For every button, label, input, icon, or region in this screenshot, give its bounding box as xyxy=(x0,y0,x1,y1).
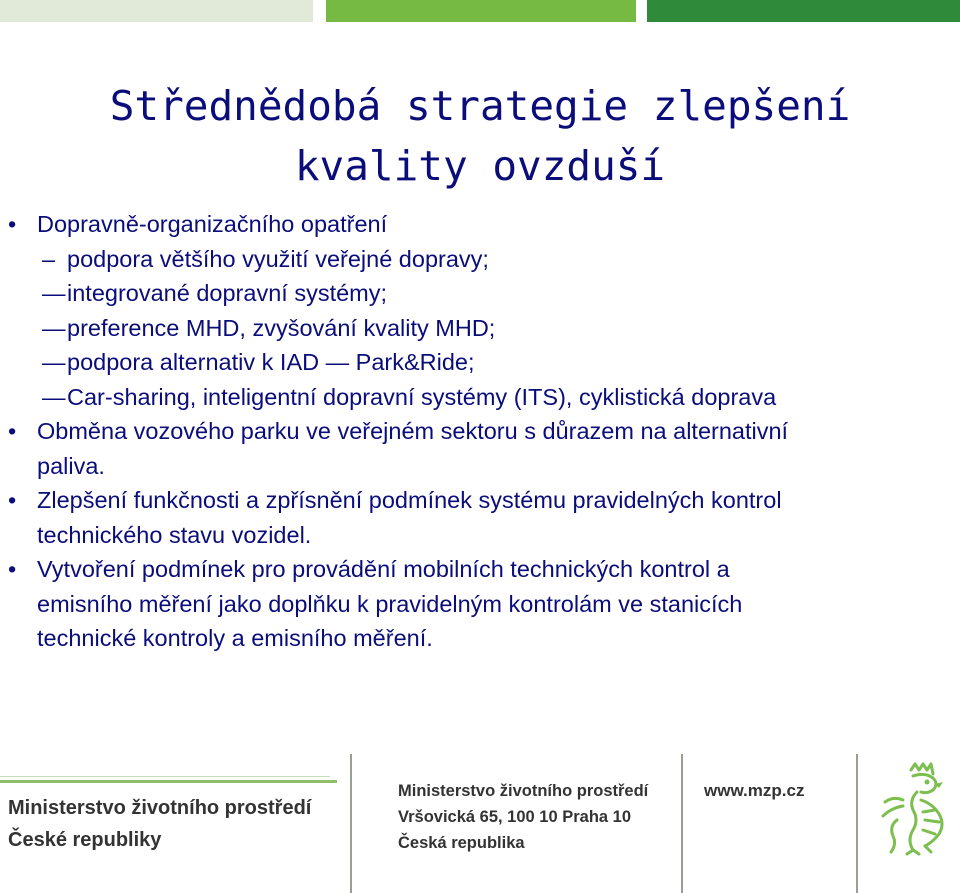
ministry-address xyxy=(398,778,648,856)
address-line-1: Ministerstvo životního prostředí xyxy=(398,782,649,800)
list-item-text: podpora alternativ k IAD — Park&Ride; xyxy=(67,349,475,375)
address-line-2: Vršovická 65, 100 10 Praha 10 xyxy=(398,808,632,826)
footer-separator xyxy=(681,754,683,893)
footer-divider xyxy=(0,780,337,783)
top-bar-green xyxy=(326,0,636,22)
title-line-1: Střednědobá strategie zlepšení xyxy=(109,82,851,130)
list-item-continuation xyxy=(0,518,960,553)
footer-divider-thin xyxy=(0,776,330,777)
bullet-marker: • xyxy=(8,418,17,444)
list-item-text: Vytvoření podmínek pro provádění mobilních technických kontrol a xyxy=(37,556,730,582)
list-item xyxy=(0,552,960,587)
ministry-name-line-2: České republiky xyxy=(8,829,162,851)
footer-separator xyxy=(856,754,858,893)
list-item xyxy=(0,276,960,311)
list-item-continuation xyxy=(0,449,960,484)
bullet-marker: • xyxy=(8,487,17,513)
footer-separator xyxy=(350,754,352,893)
bullet-marker: • xyxy=(8,211,17,237)
list-item xyxy=(0,483,960,518)
list-item-text: emisního měření jako doplňku k pravidelným kontrolám ve stanicích xyxy=(37,590,743,617)
list-item-text: technického stavu vozidel. xyxy=(37,521,312,548)
list-item-text: Dopravně-organizačního opatření xyxy=(37,211,388,237)
dash-marker: — xyxy=(42,280,66,306)
ministry-name xyxy=(8,792,311,856)
list-item xyxy=(0,380,960,415)
top-bar-dark-green xyxy=(647,0,960,22)
list-item xyxy=(0,207,960,242)
list-item-text: integrované dopravní systémy; xyxy=(67,280,388,306)
list-item xyxy=(0,414,960,449)
website-link[interactable]: www.mzp.cz xyxy=(704,781,805,800)
list-item-text: Car-sharing, inteligentní dopravní systémy (ITS), cyklistická doprava xyxy=(67,383,777,410)
list-item xyxy=(0,311,960,346)
title-line-2: kvality ovzduší xyxy=(294,142,666,190)
dash-marker: — xyxy=(42,383,66,410)
dash-marker: — xyxy=(42,349,66,375)
dash-marker: — xyxy=(42,314,66,341)
page-title xyxy=(0,76,960,196)
czech-lion-emblem-icon xyxy=(873,760,957,856)
ministry-name-line-1: Ministerstvo životního prostředí xyxy=(8,797,312,819)
list-item xyxy=(0,345,960,380)
list-item-text: paliva. xyxy=(37,452,105,479)
list-item-continuation xyxy=(0,621,960,656)
top-bar-light xyxy=(0,0,313,22)
address-line-3: Česká republika xyxy=(398,834,525,852)
list-item-text: podpora většího využití veřejné dopravy; xyxy=(67,245,489,272)
dash-marker: – xyxy=(42,245,56,272)
list-item xyxy=(0,242,960,277)
list-item-text: Obměna vozového parku ve veřejném sektoru s důrazem na alternativní xyxy=(37,418,789,444)
bullet-marker: • xyxy=(8,556,17,582)
list-item-text: preference MHD, zvyšování kvality MHD; xyxy=(67,314,496,341)
bullet-list xyxy=(0,207,960,656)
list-item-text: technické kontroly a emisního měření. xyxy=(37,625,433,651)
list-item-continuation xyxy=(0,587,960,622)
list-item-text: Zlepšení funkčnosti a zpřísnění podmínek systému pravidelných kontrol xyxy=(37,487,782,513)
